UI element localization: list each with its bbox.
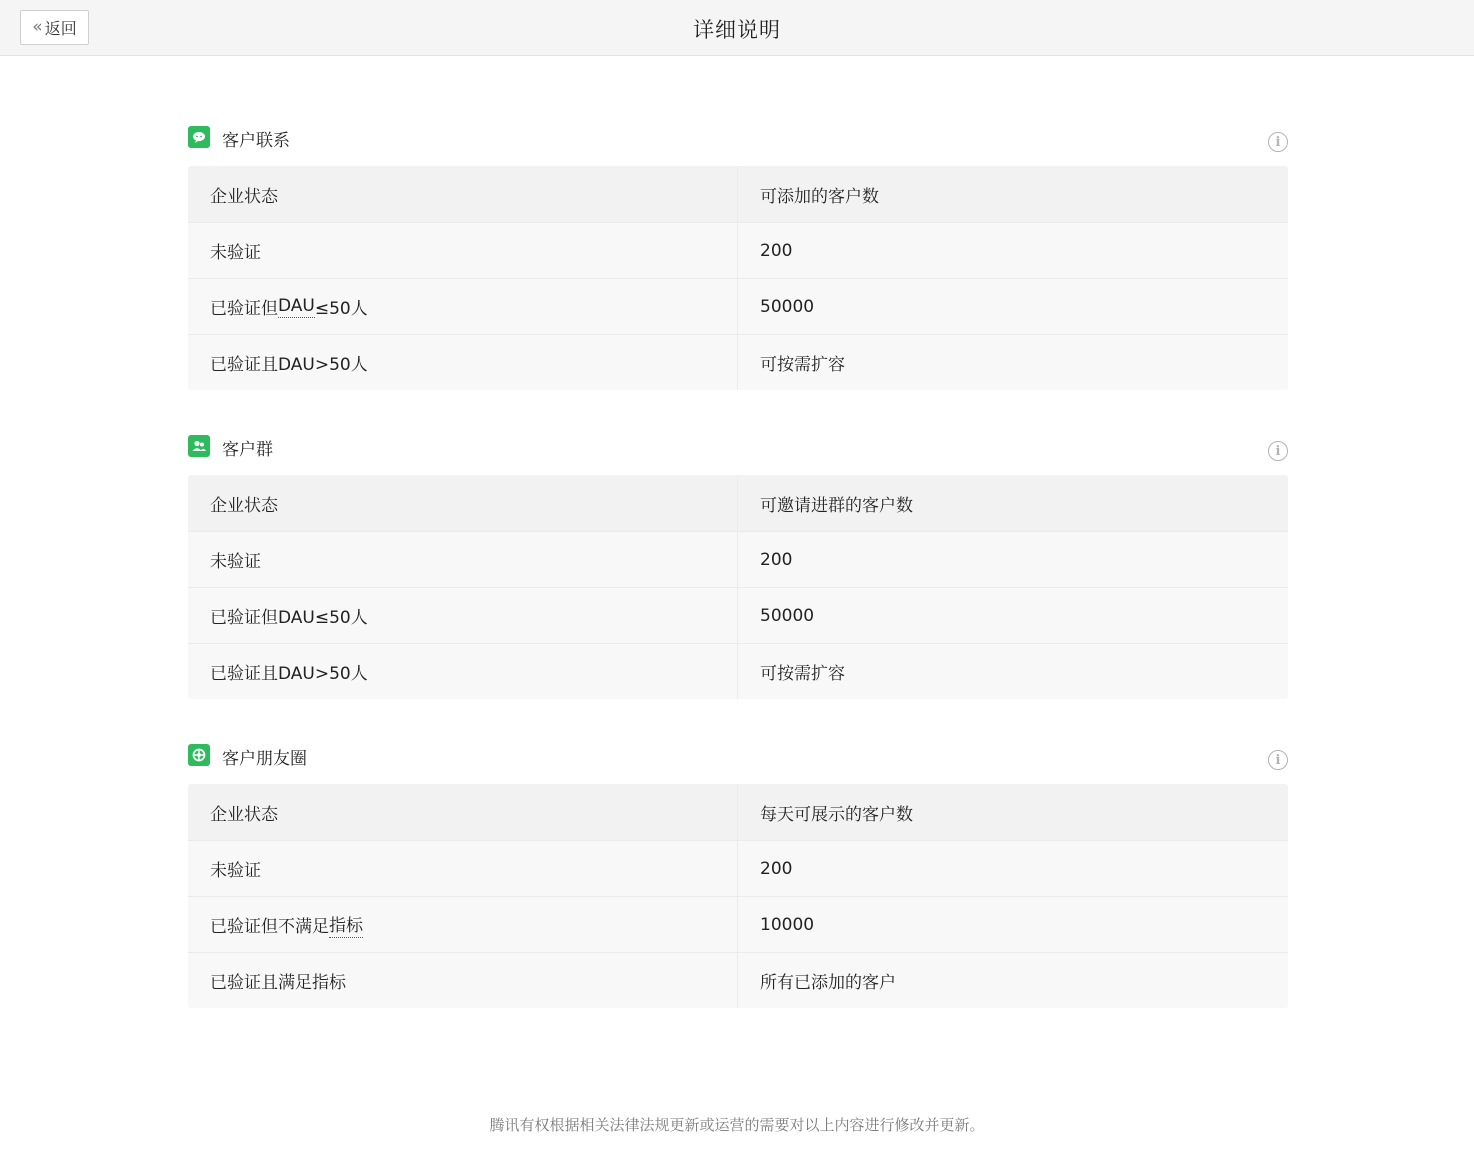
column-header-value: 可邀请进群的客户数 xyxy=(760,495,913,516)
column-header-status: 企业状态 xyxy=(188,166,738,222)
table-row xyxy=(188,840,1288,896)
info-icon[interactable]: i xyxy=(1268,750,1288,770)
status-text: 已验证且DAU>50人 xyxy=(210,664,368,684)
table-row xyxy=(188,278,1288,334)
value-cell: 200 xyxy=(760,240,793,261)
page-title: 详细说明 xyxy=(693,18,781,42)
table-row xyxy=(188,531,1288,587)
section-title: 客户群 xyxy=(222,440,273,460)
group-icon xyxy=(188,435,210,457)
column-header-value: 可添加的客户数 xyxy=(760,186,879,207)
table-row xyxy=(188,643,1288,699)
status-cell xyxy=(188,335,738,390)
dau-tooltip-term[interactable]: DAU xyxy=(278,295,315,316)
status-text: 已验证但DAU≤50人 xyxy=(210,608,368,628)
table-row xyxy=(188,896,1288,952)
value-cell: 200 xyxy=(760,858,793,879)
column-header-value: 每天可展示的客户数 xyxy=(760,804,913,825)
value-cell: 所有已添加的客户 xyxy=(760,973,896,993)
section-header xyxy=(188,431,1288,475)
status-text: 未验证 xyxy=(210,861,261,881)
status-text: 未验证 xyxy=(210,552,261,572)
top-bar xyxy=(0,0,1474,56)
section-header xyxy=(188,740,1288,784)
status-cell xyxy=(188,279,738,334)
table-row xyxy=(188,334,1288,390)
section-title: 客户朋友圈 xyxy=(222,749,307,769)
double-chevron-left-icon: « xyxy=(32,17,43,37)
status-cell xyxy=(188,897,738,952)
table-header-row xyxy=(188,475,1288,531)
limits-table xyxy=(188,784,1288,1008)
value-cell: 可按需扩容 xyxy=(760,355,845,375)
table-header-row xyxy=(188,784,1288,840)
status-text: 已验证且满足指标 xyxy=(210,973,346,993)
info-icon[interactable]: i xyxy=(1268,441,1288,461)
back-button-label: 返回 xyxy=(44,19,77,38)
value-cell: 200 xyxy=(760,549,793,570)
value-cell: 50000 xyxy=(760,296,815,317)
limits-table xyxy=(188,166,1288,390)
table-header-row xyxy=(188,166,1288,222)
status-cell xyxy=(188,644,738,699)
column-header-status: 企业状态 xyxy=(188,784,738,840)
status-text: 未验证 xyxy=(210,243,261,263)
value-cell: 50000 xyxy=(760,605,815,626)
status-cell xyxy=(188,953,738,1008)
table-row xyxy=(188,952,1288,1008)
value-cell: 可按需扩容 xyxy=(760,664,845,684)
limits-table xyxy=(188,475,1288,699)
footer-note: 腾讯有权根据相关法律法规更新或运营的需要对以上内容进行修改并更新。 xyxy=(489,1116,985,1134)
status-cell xyxy=(188,223,738,278)
status-text-suffix: ≤50人 xyxy=(314,299,368,319)
status-cell xyxy=(188,841,738,896)
section-customer-group xyxy=(188,431,1288,699)
status-text: 已验证但不满足 xyxy=(210,917,329,937)
table-row xyxy=(188,587,1288,643)
status-cell xyxy=(188,532,738,587)
info-icon[interactable]: i xyxy=(1268,132,1288,152)
section-customer-moments xyxy=(188,740,1288,1008)
table-row xyxy=(188,222,1288,278)
moments-icon xyxy=(188,744,210,766)
metric-tooltip-term[interactable]: 指标 xyxy=(329,911,363,938)
section-title: 客户联系 xyxy=(222,131,290,151)
value-cell: 10000 xyxy=(760,914,815,935)
section-header xyxy=(188,122,1288,166)
status-text: 已验证但 xyxy=(210,299,278,319)
column-header-status: 企业状态 xyxy=(188,475,738,531)
status-cell xyxy=(188,588,738,643)
chat-bubble-icon xyxy=(188,126,210,148)
status-text: 已验证且DAU>50人 xyxy=(210,355,368,375)
section-customer-contact xyxy=(188,122,1288,390)
